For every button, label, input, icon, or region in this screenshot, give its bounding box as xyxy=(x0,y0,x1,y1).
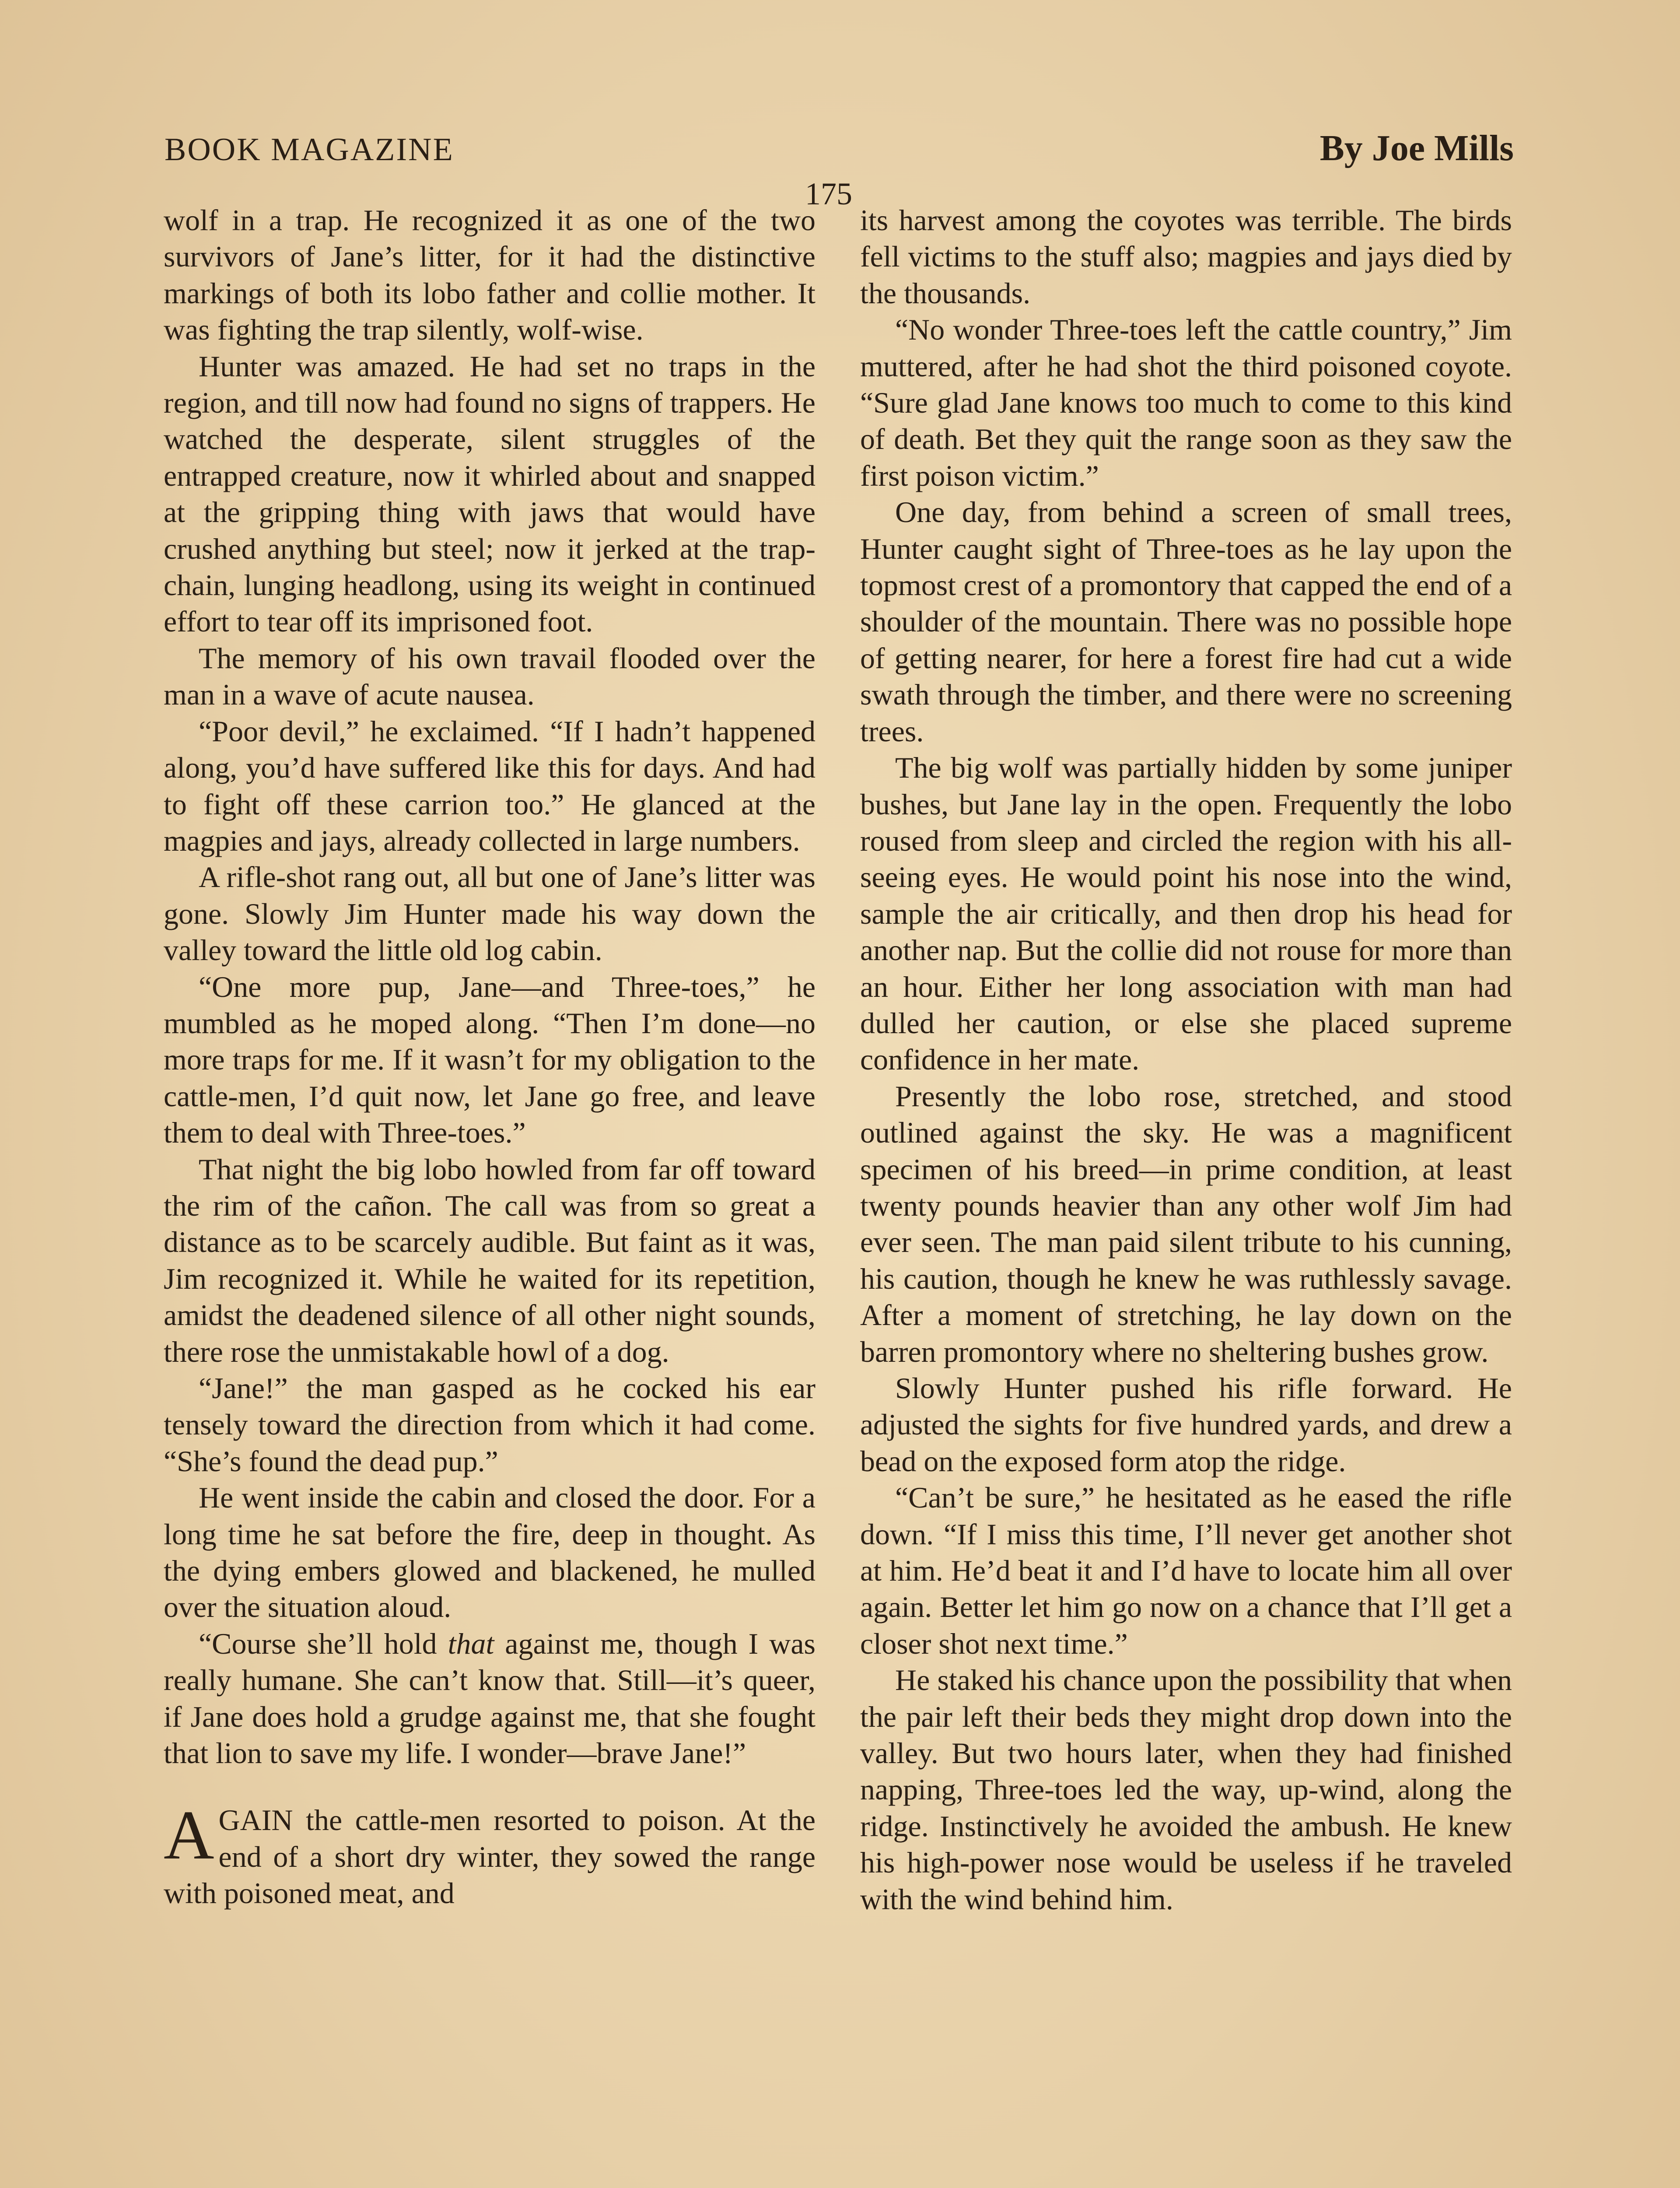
paragraph: wolf in a trap. He recognized it as one of the two survivors of Jane’s litter, for it had the distinctive markings of both its lobo father and collie mother. It was fighting the trap silently, wolf-wise. xyxy=(164,203,816,347)
section-opening-paragraph xyxy=(164,1796,816,1911)
paragraph: He went inside the cabin and closed the door. For a long time he sat before the fire, deep in thought. As the dying embers glowed and blackened, he mulled over the situation aloud. xyxy=(164,1481,816,1624)
paragraph: Hunter was amazed. He had set no traps in the region, and till now had found no signs of trappers. He watched the desperate, silent struggles of the entrapped creature, now it whirled about and snapped at the gripping thing with jaws that would have crushed anything but steel; now it jerked at the trap-chain, lunging headlong, using its weight in continued effort to tear off its imprisoned foot. xyxy=(164,349,816,638)
paragraph: A rifle-shot rang out, all but one of Jane’s litter was gone. Slowly Jim Hunter made his way down the valley toward the little old log cabin. xyxy=(164,860,816,967)
drop-cap: A xyxy=(164,1796,214,1874)
paragraph: That night the big lobo howled from far off toward the rim of the cañon. The call was from so great a distance as to be scarcely audible. But faint as it was, Jim recognized it. While he waited for its repetition, amidst the deadened silence of all other night sounds, there rose the unmistakable howl of a dog. xyxy=(164,1152,816,1368)
paragraph: “Jane!” the man gasped as he cocked his ear tensely toward the direction from which it had come. “She’s found the dead pup.” xyxy=(164,1371,816,1478)
paragraph-with-italic xyxy=(164,1626,816,1772)
text-run: “Course she’ll hold xyxy=(199,1627,448,1660)
paragraph: He staked his chance upon the possibility that when the pair left their beds they might drop down into the valley. But two hours later, when they had finished napping, Three-toes led the way, up-wind, along the ridge. Instinctively he avoided the ambush. He knew his high-power nose would be useless if he traveled with the wind behind him. xyxy=(860,1663,1512,1916)
paragraph: The big wolf was partially hidden by some juniper bushes, but Jane lay in the open. Frequently the lobo roused from sleep and circled the region with his all-seeing eyes. He would point his nose into the wind, sample the air critically, and then drop his head for another nap. But the collie did not rouse for more than an hour. Either her long association with man had dulled her caution, or else she placed supreme confidence in her mate. xyxy=(860,751,1512,1076)
left-column xyxy=(164,202,816,1912)
right-column xyxy=(860,202,1512,1918)
paragraph: Presently the lobo rose, stretched, and stood outlined against the sky. He was a magnificent specimen of his breed—in prime condition, at least twenty pounds heavier than any other wolf Jim had ever seen. The man paid silent tribute to his cunning, his caution, though he knew he was ruthlessly savage. After a moment of stretching, he lay down on the barren promontory where no sheltering bushes grow. xyxy=(860,1079,1512,1368)
page-number: 175 xyxy=(805,176,852,211)
text-run: GAIN the cattle-men resorted to poison. At the end of a short dry winter, they sowed the range with poisoned meat, and xyxy=(164,1803,816,1910)
paragraph: “One more pup, Jane—and Three-toes,” he mumbled as he moped along. “Then I’m done—no more traps for me. If it wasn’t for my obligation to the cattle-men, I’d quit now, let Jane go free, and leave them to deal with Three-toes.” xyxy=(164,970,816,1150)
byline: By Joe Mills xyxy=(1320,128,1514,168)
paragraph: “Poor devil,” he exclaimed. “If I hadn’t happened along, you’d have suffered like this for days. And had to fight off these carrion too.” He glanced at the magpies and jays, already collected in large numbers. xyxy=(164,714,816,857)
paragraph: “Can’t be sure,” he hesitated as he eased the rifle down. “If I miss this time, I’ll never get another shot at him. He’d beat it and I’d have to locate him all over again. Better let him go now on a chance that I’ll get a closer shot next time.” xyxy=(860,1481,1512,1660)
text-run: against me, though I was really humane. She can’t know that. Still—it’s queer, if Jane does hold a grudge against me, that she fought that lion to save my life. I wonder—brave Jane!” xyxy=(164,1627,816,1770)
paragraph: “No wonder Three-toes left the cattle country,” Jim muttered, after he had shot the third poisoned coyote. “Sure glad Jane knows too much to come to this kind of death. Bet they quit the range soon as they saw the first poison victim.” xyxy=(860,313,1512,492)
publication-title: BOOK MAGAZINE xyxy=(164,132,454,168)
paragraph: Slowly Hunter pushed his rifle forward. He adjusted the sights for five hundred yards, and drew a bead on the exposed form atop the ridge. xyxy=(860,1371,1512,1478)
paragraph: its harvest among the coyotes was terrible. The birds fell victims to the stuff also; magpies and jays died by the thousands. xyxy=(860,203,1512,310)
paragraph: The memory of his own travail flooded over the man in a wave of acute nausea. xyxy=(164,641,816,712)
paragraph: One day, from behind a screen of small trees, Hunter caught sight of Three-toes as he lay upon the topmost crest of a promontory that capped the end of a shoulder of the mountain. There was no possible hope of getting nearer, for here a forest fire had cut a wide swath through the timber, and there were no screening trees. xyxy=(860,495,1512,748)
section-break xyxy=(164,1771,816,1802)
italic-word: that xyxy=(448,1627,494,1660)
